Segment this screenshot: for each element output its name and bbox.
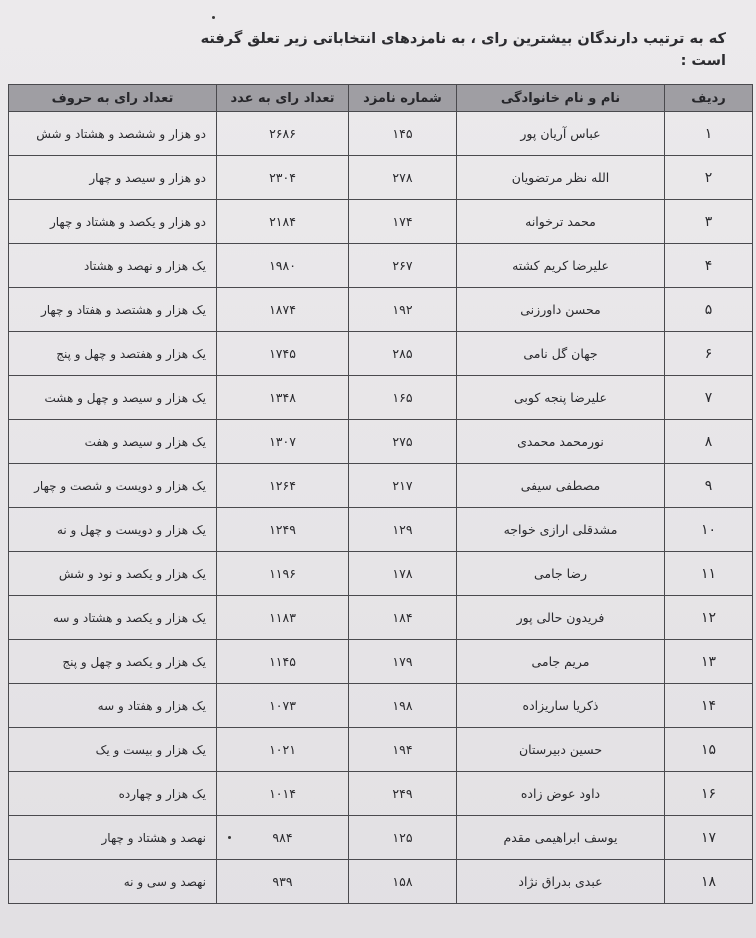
votes-number: ۹۳۹ — [217, 860, 349, 904]
row-index: ۱۶ — [665, 772, 753, 816]
candidate-name: عبدی بدراق نژاد — [457, 860, 665, 904]
candidate-number: ۱۷۴ — [349, 200, 457, 244]
votes-number: ۱۰۷۳ — [217, 684, 349, 728]
row-index: ۱۵ — [665, 728, 753, 772]
row-index: ۱۲ — [665, 596, 753, 640]
table-row — [9, 640, 753, 684]
votes-number: ۱۰۱۴ — [217, 772, 349, 816]
votes-words: یک هزار و چهارده — [9, 772, 217, 816]
votes-words: یک هزار و یکصد و نود و شش — [9, 552, 217, 596]
table-header-row — [9, 85, 753, 112]
row-index: ۱۰ — [665, 508, 753, 552]
row-index: ۱۷ — [665, 816, 753, 860]
votes-words: یک هزار و یکصد و هشتاد و سه — [9, 596, 217, 640]
candidate-name: محمد ترخوانه — [457, 200, 665, 244]
candidate-number: ۱۹۴ — [349, 728, 457, 772]
candidate-name: یوسف ابراهیمی مقدم — [457, 816, 665, 860]
candidate-name: نورمحمد محمدی — [457, 420, 665, 464]
table-row — [9, 288, 753, 332]
table-row — [9, 728, 753, 772]
candidate-number: ۲۴۹ — [349, 772, 457, 816]
table-row — [9, 200, 753, 244]
votes-number: ۱۱۹۶ — [217, 552, 349, 596]
header-name: نام و نام خانوادگی — [457, 85, 665, 112]
candidate-number: ۱۹۸ — [349, 684, 457, 728]
results-table — [8, 84, 753, 904]
row-index: ۳ — [665, 200, 753, 244]
votes-words: دو هزار و ششصد و هشتاد و شش — [9, 112, 217, 156]
candidate-name: مصطفی سیفی — [457, 464, 665, 508]
votes-words: یک هزار و بیست و یک — [9, 728, 217, 772]
candidate-name: داود عوض زاده — [457, 772, 665, 816]
candidate-name: مریم جامی — [457, 640, 665, 684]
table-row — [9, 244, 753, 288]
votes-words: یک هزار و دویست و چهل و نه — [9, 508, 217, 552]
table-row — [9, 112, 753, 156]
candidate-name: علیرضا کریم کشته — [457, 244, 665, 288]
votes-words: یک هزار و سیصد و چهل و هشت — [9, 376, 217, 420]
votes-number: ۲۶۸۶ — [217, 112, 349, 156]
candidate-number: ۱۸۴ — [349, 596, 457, 640]
votes-words: دو هزار و یکصد و هشتاد و چهار — [9, 200, 217, 244]
votes-words: یک هزار و سیصد و هفت — [9, 420, 217, 464]
votes-words: یک هزار و نهصد و هشتاد — [9, 244, 217, 288]
row-index: ۲ — [665, 156, 753, 200]
row-index: ۶ — [665, 332, 753, 376]
candidate-name: الله نظر مرتضویان — [457, 156, 665, 200]
candidate-name: مشدقلی ارازی خواجه — [457, 508, 665, 552]
votes-number: ۱۱۸۳ — [217, 596, 349, 640]
table-row — [9, 420, 753, 464]
votes-words: یک هزار و دویست و شصت و چهار — [9, 464, 217, 508]
candidate-number: ۲۶۷ — [349, 244, 457, 288]
candidate-number: ۱۹۲ — [349, 288, 457, 332]
candidate-name: محسن داورزنی — [457, 288, 665, 332]
candidate-number: ۲۸۵ — [349, 332, 457, 376]
candidate-number: ۱۲۵ — [349, 816, 457, 860]
candidate-number: ۱۴۵ — [349, 112, 457, 156]
table-row — [9, 156, 753, 200]
table-row — [9, 816, 753, 860]
row-index: ۱۸ — [665, 860, 753, 904]
row-index: ۸ — [665, 420, 753, 464]
table-body — [9, 112, 753, 904]
votes-words: یک هزار و هفتاد و سه — [9, 684, 217, 728]
table-row — [9, 552, 753, 596]
candidate-number: ۲۱۷ — [349, 464, 457, 508]
votes-number: ۲۱۸۴ — [217, 200, 349, 244]
header-candidate-number: شماره نامزد — [349, 85, 457, 112]
candidate-name: علیرضا پنجه کوبی — [457, 376, 665, 420]
header-votes-words: تعداد رای به حروف — [9, 85, 217, 112]
table-row — [9, 772, 753, 816]
table-row — [9, 508, 753, 552]
candidate-number: ۱۲۹ — [349, 508, 457, 552]
candidate-name: عباس آریان پور — [457, 112, 665, 156]
candidate-number: ۱۷۸ — [349, 552, 457, 596]
row-index: ۱ — [665, 112, 753, 156]
candidate-number: ۱۷۹ — [349, 640, 457, 684]
row-index: ۴ — [665, 244, 753, 288]
table-row — [9, 376, 753, 420]
candidate-name: حسین دبیرستان — [457, 728, 665, 772]
votes-number: ۱۸۷۴ — [217, 288, 349, 332]
row-index: ۱۱ — [665, 552, 753, 596]
header-index: ردیف — [665, 85, 753, 112]
votes-number: ۱۷۴۵ — [217, 332, 349, 376]
candidate-name: رضا جامی — [457, 552, 665, 596]
speck-mark — [212, 16, 215, 19]
votes-words: یک هزار و هفتصد و چهل و پنج — [9, 332, 217, 376]
candidate-name: فریدون حالی پور — [457, 596, 665, 640]
votes-number: ۱۳۰۷ — [217, 420, 349, 464]
candidate-number: ۱۶۵ — [349, 376, 457, 420]
votes-number: ۱۹۸۰ — [217, 244, 349, 288]
intro-text: که به ترتیب دارندگان بیشترین رای ، به نامزدهای انتخاباتی زیر تعلق گرفته است : — [200, 31, 726, 69]
votes-number: ۱۲۴۹ — [217, 508, 349, 552]
votes-words: نهصد و سی و نه — [9, 860, 217, 904]
votes-number: ۲۳۰۴ — [217, 156, 349, 200]
candidate-name: ذکریا ساریزاده — [457, 684, 665, 728]
row-index: ۷ — [665, 376, 753, 420]
row-index: ۹ — [665, 464, 753, 508]
row-index: ۵ — [665, 288, 753, 332]
votes-words: دو هزار و سیصد و چهار — [9, 156, 217, 200]
row-index: ۱۴ — [665, 684, 753, 728]
votes-number: ۱۳۴۸ — [217, 376, 349, 420]
candidate-number: ۲۷۵ — [349, 420, 457, 464]
table-row — [9, 596, 753, 640]
table-row — [9, 464, 753, 508]
votes-number: ۱۰۲۱ — [217, 728, 349, 772]
candidate-name: جهان گل نامی — [457, 332, 665, 376]
candidate-number: ۱۵۸ — [349, 860, 457, 904]
table-row — [9, 860, 753, 904]
table-row — [9, 332, 753, 376]
votes-words: نهصد و هشتاد و چهار — [9, 816, 217, 860]
votes-number: ۱۲۶۴ — [217, 464, 349, 508]
row-index: ۱۳ — [665, 640, 753, 684]
votes-words: یک هزار و هشتصد و هفتاد و چهار — [9, 288, 217, 332]
table-row — [9, 684, 753, 728]
votes-number: ۹۸۴ — [217, 816, 349, 860]
candidate-number: ۲۷۸ — [349, 156, 457, 200]
votes-number: ۱۱۴۵ — [217, 640, 349, 684]
votes-words: یک هزار و یکصد و چهل و پنج — [9, 640, 217, 684]
header-votes-number: تعداد رای به عدد — [217, 85, 349, 112]
